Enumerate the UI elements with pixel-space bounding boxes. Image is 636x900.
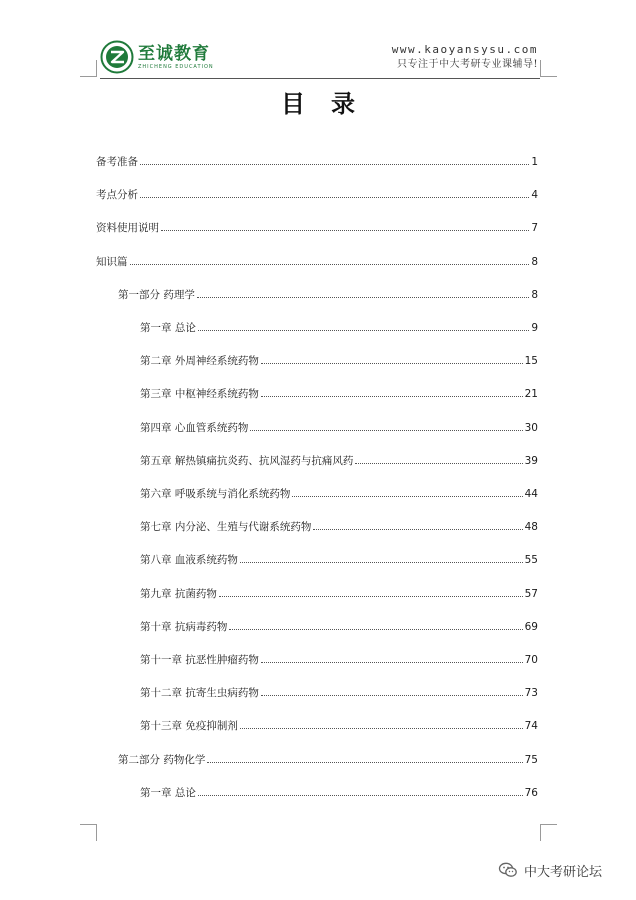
- toc-leader-dots: [250, 430, 522, 431]
- page-header: [100, 40, 538, 78]
- toc-entry[interactable]: [140, 718, 538, 734]
- toc-entry-label: 第二部分 药物化学: [118, 754, 206, 766]
- toc-entry-label: 备考准备: [96, 156, 138, 168]
- toc-entry-label: 考点分析: [96, 189, 138, 201]
- toc-entry[interactable]: [118, 752, 538, 768]
- toc-entry[interactable]: [140, 486, 538, 502]
- toc-entry[interactable]: [140, 685, 538, 701]
- toc-leader-dots: [261, 363, 523, 364]
- toc-leader-dots: [130, 264, 530, 265]
- toc-leader-dots: [240, 562, 523, 563]
- toc-entry[interactable]: [140, 386, 538, 402]
- toc-entry[interactable]: [96, 187, 538, 203]
- wechat-icon: [498, 860, 518, 880]
- toc-entry-label: 第十三章 免疫抑制剂: [140, 720, 238, 732]
- toc-entry-label: 第十章 抗病毒药物: [140, 621, 228, 633]
- toc-page-number: 69: [524, 621, 538, 633]
- toc-entry-label: 第六章 呼吸系统与消化系统药物: [140, 488, 291, 500]
- toc-entry-label: 第八章 血液系统药物: [140, 554, 238, 566]
- toc-page-number: 75: [524, 754, 538, 766]
- toc-leader-dots: [261, 396, 523, 397]
- watermark-text: 中大考研论坛: [524, 864, 603, 880]
- toc-entry[interactable]: [96, 154, 538, 170]
- toc-page-number: 48: [524, 521, 538, 533]
- slogan: 只专注于中大考研专业课辅导!: [396, 59, 538, 70]
- toc-page-number: 70: [524, 654, 538, 666]
- toc-entry[interactable]: [140, 586, 538, 602]
- toc-leader-dots: [229, 629, 522, 630]
- toc-entry[interactable]: [140, 519, 538, 535]
- toc-page-number: 8: [531, 256, 538, 268]
- toc-leader-dots: [198, 795, 523, 796]
- toc-entry[interactable]: [140, 453, 538, 469]
- crop-mark-top-left: [80, 60, 97, 77]
- toc-entry[interactable]: [140, 420, 538, 436]
- toc-entry-label: 第一章 总论: [140, 787, 196, 799]
- toc-entry-label: 第二章 外周神经系统药物: [140, 355, 259, 367]
- toc-leader-dots: [292, 496, 522, 497]
- watermark: [498, 860, 602, 880]
- toc-entry-label: 第九章 抗菌药物: [140, 588, 217, 600]
- toc-entry-label: 第十二章 抗寄生虫病药物: [140, 687, 259, 699]
- toc-leader-dots: [207, 762, 522, 763]
- toc-entry[interactable]: [140, 652, 538, 668]
- toc-leader-dots: [197, 297, 529, 298]
- toc-page-number: 74: [524, 720, 538, 732]
- logo: [100, 40, 214, 74]
- toc-entry-label: 第七章 内分泌、生殖与代谢系统药物: [140, 521, 312, 533]
- logo-emblem-icon: [100, 40, 134, 74]
- toc-page-number: 15: [524, 355, 538, 367]
- toc-entry[interactable]: [96, 220, 538, 236]
- toc-page-number: 76: [524, 787, 538, 799]
- toc-entry-label: 第一章 总论: [140, 322, 196, 334]
- toc-entry-label: 资料使用说明: [96, 222, 159, 234]
- toc-entry[interactable]: [140, 320, 538, 336]
- crop-mark-bottom-right: [540, 824, 557, 841]
- toc-leader-dots: [161, 230, 529, 231]
- toc-entry[interactable]: [140, 785, 538, 801]
- toc-entry-label: 第五章 解热镇痛抗炎药、抗风湿药与抗痛风药: [140, 455, 354, 467]
- toc-page-number: 39: [524, 455, 538, 467]
- toc-leader-dots: [355, 463, 522, 464]
- toc-entry-label: 第四章 心血管系统药物: [140, 422, 249, 434]
- toc-page-number: 21: [524, 388, 538, 400]
- toc-entry[interactable]: [96, 254, 538, 270]
- toc-page-number: 73: [524, 687, 538, 699]
- crop-mark-bottom-left: [80, 824, 97, 841]
- website-url[interactable]: www.kaoyansysu.com: [391, 43, 538, 56]
- page-title: 目录: [281, 90, 381, 118]
- toc-page-number: 4: [531, 189, 538, 201]
- toc-entry-label: 第一部分 药理学: [118, 289, 195, 301]
- toc-leader-dots: [261, 695, 523, 696]
- toc-entry[interactable]: [140, 619, 538, 635]
- toc-page-number: 7: [531, 222, 538, 234]
- toc-page-number: 57: [524, 588, 538, 600]
- toc-leader-dots: [261, 662, 523, 663]
- crop-mark-top-right: [540, 60, 557, 77]
- toc-leader-dots: [140, 197, 529, 198]
- toc-page-number: 55: [524, 554, 538, 566]
- toc-entry-label: 知识篇: [96, 256, 128, 268]
- toc-page-number: 8: [531, 289, 538, 301]
- logo-subtitle: ZHICHENG EDUCATION: [138, 63, 214, 70]
- toc-entry-label: 第十一章 抗恶性肿瘤药物: [140, 654, 259, 666]
- toc-leader-dots: [240, 728, 523, 729]
- header-divider: [100, 78, 540, 79]
- toc-leader-dots: [198, 330, 529, 331]
- toc-entry[interactable]: [140, 552, 538, 568]
- toc-page-number: 1: [531, 156, 538, 168]
- logo-name: 至诚教育: [138, 43, 210, 64]
- toc-entry[interactable]: [118, 287, 538, 303]
- toc-leader-dots: [140, 164, 529, 165]
- toc-page-number: 9: [531, 322, 538, 334]
- toc-page-number: 30: [524, 422, 538, 434]
- toc-page-number: 44: [524, 488, 538, 500]
- toc-leader-dots: [313, 529, 522, 530]
- toc-entry-label: 第三章 中枢神经系统药物: [140, 388, 259, 400]
- toc-entry[interactable]: [140, 353, 538, 369]
- toc-leader-dots: [219, 596, 523, 597]
